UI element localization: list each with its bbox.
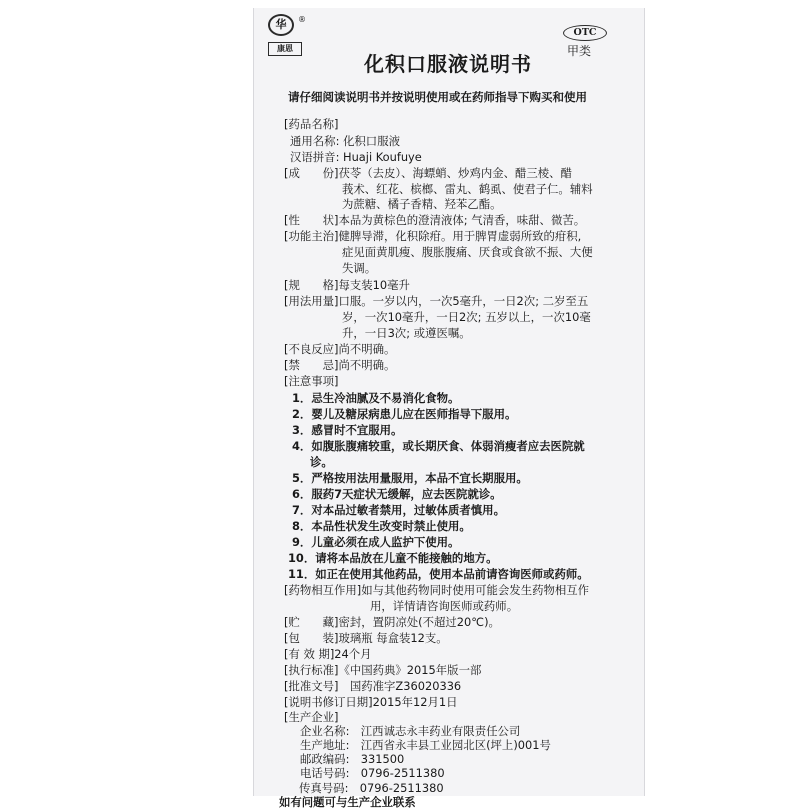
registered-mark: ® (298, 15, 306, 24)
interactions-line: [药物相互作用]如与其他药物同时使用可能会发生药物相互作 (284, 583, 590, 597)
contact-note: 如有问题可与生产企业联系 (279, 795, 416, 809)
standard-line: [执行标准]《中国药典》2015年版一部 (284, 663, 482, 677)
revision-date-line: [说明书修订日期]2015年12月1日 (284, 695, 458, 709)
otc-class-label: 甲类 (567, 44, 592, 58)
precautions-heading: [注意事项] (284, 374, 339, 388)
storage-line: [贮 藏]密封，置阴凉处(不超过20℃)。 (284, 615, 500, 629)
document-title: 化积口服液说明书 (364, 52, 532, 76)
logo-emblem-icon: 华 (268, 14, 294, 36)
generic-name: 通用名称: 化积口服液 (290, 134, 400, 148)
dosage-line: 岁，一次10毫升，一日2次; 五岁以上，一次10毫 (342, 310, 591, 324)
precaution-item: 8．本品性状发生改变时禁止使用。 (292, 519, 471, 533)
approval-number-line: [批准文号] 国药准字Z36020336 (284, 679, 462, 693)
precaution-item: 4．如腹胀腹痛较重，或长期厌食、体弱消瘦者应去医院就 (292, 439, 585, 453)
fax-line: 传真号码: 0796-2511380 (299, 781, 444, 795)
manufacturer-heading: [生产企业] (284, 710, 339, 724)
precaution-item: 9．儿童必须在成人监护下使用。 (292, 535, 460, 549)
specification-line: [规 格]每支装10毫升 (284, 278, 410, 292)
adverse-reactions-line: [不良反应]尚不明确。 (284, 342, 396, 356)
dosage-line: [用法用量]口服。一岁以内，一次5毫升，一日2次; 二岁至五 (284, 294, 589, 308)
precaution-item: 5．严格按用法用量服用，本品不宜长期服用。 (292, 471, 528, 485)
ingredients-line: 莪术、红花、槟榔、雷丸、鹤虱、使君子仁。辅料 (342, 182, 593, 196)
precaution-item: 诊。 (310, 455, 333, 469)
pinyin-name: 汉语拼音: Huaji Koufuye (290, 150, 422, 164)
company-address-line: 生产地址: 江西省永丰县工业园北区(坪上)001号 (300, 738, 551, 752)
usage-notice: 请仔细阅读说明书并按说明使用或在药师指导下购买和使用 (288, 90, 587, 104)
indications-line: [功能主治]健脾导滞，化积除疳。用于脾胃虚弱所致的疳积, (284, 229, 582, 243)
interactions-line: 用，详情请咨询医师或药师。 (370, 599, 519, 613)
indications-line: 症见面黄肌瘦、腹胀腹痛、厌食或食欲不振、大便 (342, 245, 593, 259)
instruction-leaflet (253, 8, 645, 796)
shelf-life-line: [有 效 期]24个月 (284, 647, 372, 661)
precaution-item: 10．请将本品放在儿童不能接触的地方。 (288, 551, 498, 565)
precaution-item: 7．对本品过敏者禁用，过敏体质者慎用。 (292, 503, 505, 517)
contraindications-line: [禁 忌]尚不明确。 (284, 358, 396, 372)
indications-line: 失调。 (342, 261, 377, 275)
precaution-item: 2．婴儿及糖尿病患儿应在医师指导下服用。 (292, 407, 517, 421)
phone-line: 电话号码: 0796-2511380 (300, 766, 445, 780)
otc-badge: OTC (563, 25, 607, 41)
precaution-item: 11．如正在使用其他药品，使用本品前请咨询医师或药师。 (288, 567, 589, 581)
appearance-line: [性 状]本品为黄棕色的澄清液体; 气清香，味甜、微苦。 (284, 213, 586, 227)
brand-name-box: 康恩 (268, 42, 302, 56)
company-name-line: 企业名称: 江西诚志永丰药业有限责任公司 (300, 724, 521, 738)
ingredients-line: [成 份]茯苓（去皮）、海螵蛸、炒鸡内金、醋三棱、醋 (284, 166, 572, 180)
dosage-line: 升，一日3次; 或遵医嘱。 (342, 326, 471, 340)
drug-name-heading: [药品名称] (284, 117, 339, 131)
postal-code-line: 邮政编码: 331500 (300, 752, 405, 766)
precaution-item: 3．感冒时不宜服用。 (292, 423, 403, 437)
precaution-item: 1．忌生冷油腻及不易消化食物。 (292, 391, 460, 405)
packaging-line: [包 装]玻璃瓶 每盒装12支。 (284, 631, 448, 645)
precaution-item: 6．服药7天症状无缓解，应去医院就诊。 (292, 487, 502, 501)
ingredients-line: 为蔗糖、橘子香精、羟苯乙酯。 (342, 197, 502, 211)
